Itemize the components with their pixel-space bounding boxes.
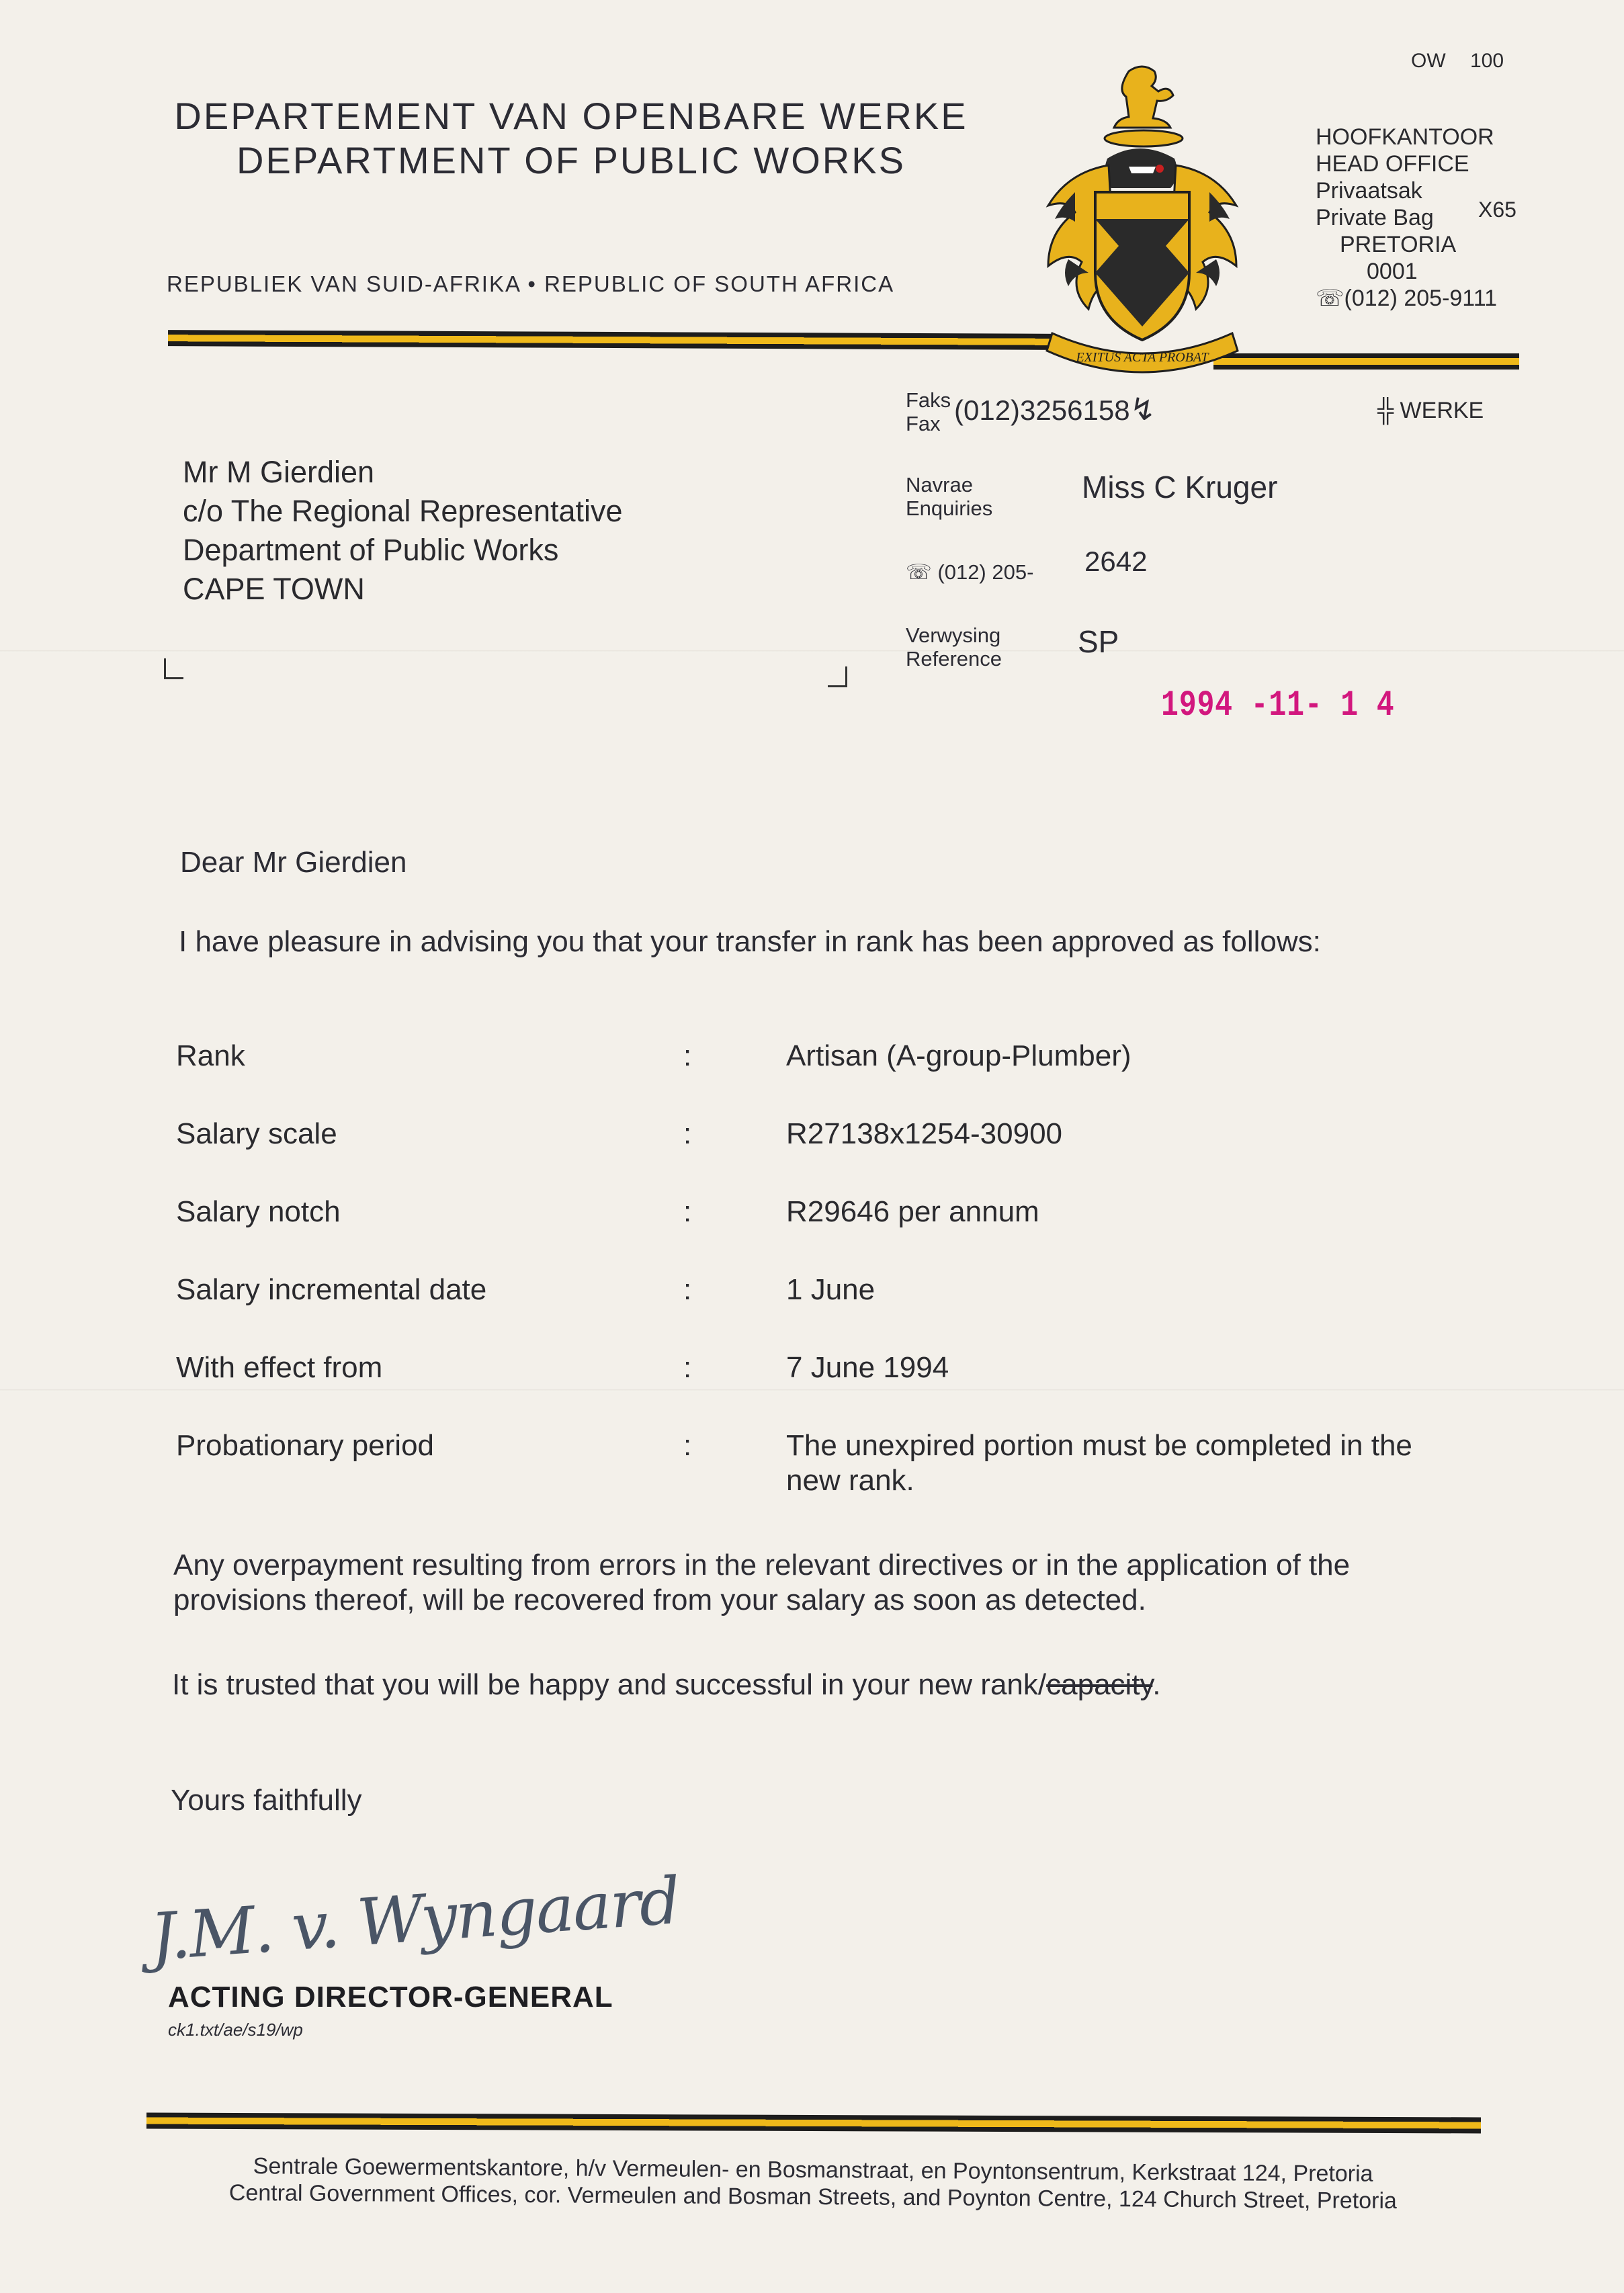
hq-phone: ☏(012) 205-9111: [1316, 286, 1497, 311]
recipient-department: Department of Public Works: [183, 533, 559, 567]
overpayment-paragraph: Any overpayment resulting from errors in the relevant directives or in the application of the provisions thereof, will be recovered from your salary as soon as detected.: [173, 1549, 1351, 1616]
lightning-icon: ↯: [1129, 392, 1156, 427]
private-bag-number: X65: [1478, 198, 1516, 222]
footer-address-afrikaans: Sentrale Goewermentskantore, h/v Vermeulen- en Bosmanstraat, en Poyntonsentrum, Kerkstraat 124, Pretoria: [253, 2153, 1373, 2187]
address-corner-mark-left: [164, 658, 183, 679]
document-reference-code: ck1.txt/ae/s19/wp: [168, 2020, 303, 2040]
footer-address: [155, 2152, 1472, 2215]
handwritten-signature: J.M. v. Wyngaard: [148, 1862, 682, 1975]
republic-line: REPUBLIEK VAN SUID-AFRIKA • REPUBLIC OF SOUTH AFRICA: [167, 271, 895, 296]
telephone-icon: ☏: [1316, 286, 1344, 311]
recipient-name: Mr M Gierdien: [183, 455, 375, 489]
enquiries-label: Navrae Enquiries: [906, 473, 993, 520]
recipient-address: [183, 453, 623, 609]
telephone-icon: ☏: [906, 560, 938, 584]
address-corner-mark-right: [828, 666, 847, 687]
fax-number: (012)3256158↯: [954, 392, 1156, 427]
header-stripe-right: [1213, 353, 1519, 370]
closing-paragraph: It is trusted that you will be happy and successful in your new rank/capacity.: [172, 1668, 1161, 1701]
footer-stripe: [146, 2113, 1481, 2134]
signatory-title: ACTING DIRECTOR-GENERAL: [168, 1981, 613, 2014]
enquiries-phone-prefix: ☏ (012) 205-: [906, 560, 1034, 584]
werke-mark: ╬ WERKE: [1377, 398, 1484, 423]
hq-postcode: 0001: [1367, 259, 1418, 284]
hq-label-english: HEAD OFFICE: [1316, 151, 1469, 177]
enquiries-value: Miss C Kruger: [1082, 470, 1278, 505]
department-name-afrikaans: DEPARTEMENT VAN OPENBARE WERKE: [174, 95, 968, 137]
date-stamp: 1994 -11- 1 4: [1161, 685, 1395, 726]
private-bag-english: Private Bag: [1316, 205, 1434, 230]
paper-fold: [0, 1389, 1624, 1391]
recipient-care-of: c/o The Regional Representative: [183, 494, 623, 528]
recipient-city: CAPE TOWN: [183, 572, 365, 606]
fax-label: Faks Fax: [906, 388, 951, 435]
hq-city: PRETORIA: [1340, 232, 1457, 257]
crest-motto: EXITUS ACTA PROBAT: [1076, 350, 1209, 365]
paper-fold: [0, 650, 1624, 652]
works-logo-icon: ╬: [1377, 398, 1394, 423]
hq-label-afrikaans: HOOFKANTOOR: [1316, 124, 1494, 150]
coat-of-arms-emblem: [1028, 58, 1250, 374]
private-bag-afrikaans: Privaatsak: [1316, 178, 1422, 204]
department-name-english: DEPARTMENT OF PUBLIC WORKS: [237, 139, 906, 181]
head-office-block: [1316, 124, 1497, 312]
footer-address-english: Central Government Offices, cor. Vermeulen and Bosman Streets, and Poynton Centre, 124 Church Street, Pretoria: [228, 2179, 1398, 2214]
intro-paragraph: I have pleasure in advising you that your transfer in rank has been approved as follows:: [179, 925, 1321, 958]
department-title: [161, 94, 981, 183]
header-stripe-left: [168, 330, 1055, 350]
reference-label: Verwysing Reference: [906, 623, 1002, 670]
phone-extension: 2642: [1084, 546, 1148, 577]
form-code: OW 100: [1411, 50, 1504, 72]
salutation: Dear Mr Gierdien: [180, 846, 407, 879]
valediction: Yours faithfully: [171, 1784, 362, 1817]
reference-value: SP: [1078, 624, 1119, 659]
